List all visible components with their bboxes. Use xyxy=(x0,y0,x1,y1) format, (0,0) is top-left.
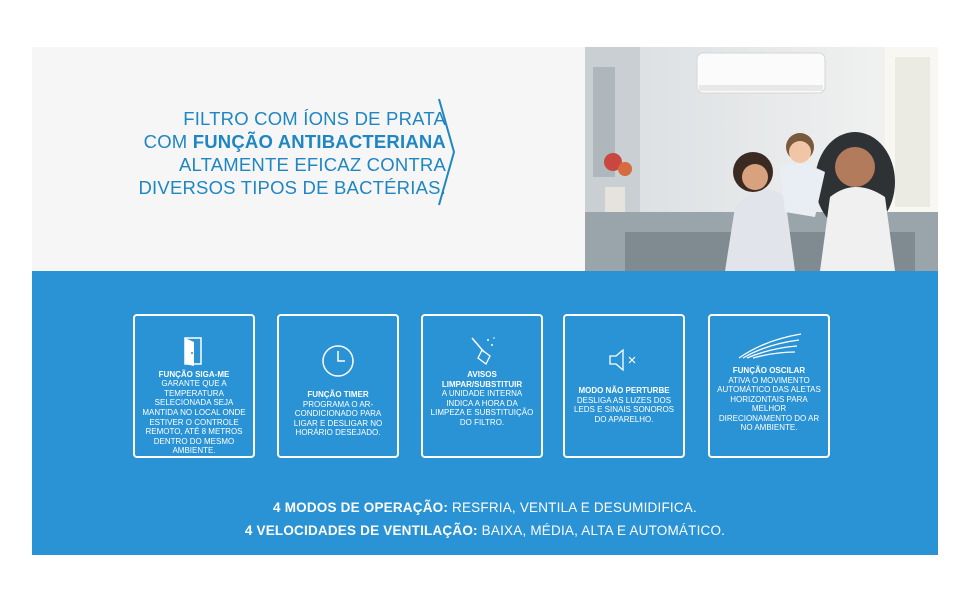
feature-desc: DESLIGA AS LUZES DOS LEDS E SINAIS SONOROS DO APARELHO. xyxy=(573,395,675,424)
modes-line-2-value: BAIXA, MÉDIA, ALTA E AUTOMÁTICO. xyxy=(477,523,726,538)
feature-card-siga-me xyxy=(133,314,255,458)
family-photo xyxy=(585,47,938,271)
feature-desc: A UNIDADE INTERNA INDICA A HORA DA LIMPEZA E SUBSTITUIÇÃO DO FILTRO. xyxy=(430,389,534,427)
headline xyxy=(132,107,446,199)
headline-line-4: DIVERSOS TIPOS DE BACTÉRIAS. xyxy=(138,177,446,198)
headline-line-2-prefix: COM xyxy=(143,131,193,152)
headline-line-1: FILTRO COM ÍONS DE PRATA xyxy=(183,108,446,129)
door-exit-icon xyxy=(182,316,206,366)
feature-card-oscilar xyxy=(708,314,830,458)
modes-line-2-label: 4 VELOCIDADES DE VENTILAÇÃO: xyxy=(244,523,478,538)
feature-card-timer xyxy=(277,314,399,458)
feature-desc: PROGRAMA O AR-CONDICIONADO PARA LIGAR E DESLIGAR NO HORÁRIO DESEJADO. xyxy=(293,399,383,438)
feature-title: MODO NÃO PERTURBE xyxy=(578,386,670,395)
hero-section xyxy=(32,47,938,271)
feature-title: FUNÇÃO OSCILAR xyxy=(732,366,806,375)
airflow-icon xyxy=(735,316,803,360)
clock-icon xyxy=(321,316,355,378)
speaker-mute-icon xyxy=(608,316,640,372)
modes-line-1 xyxy=(32,500,938,515)
features-band xyxy=(32,271,938,555)
feature-desc: GARANTE QUE A TEMPERATURA SELECIONADA SEJA MANTIDA NO LOCAL ONDE ESTIVER O CONTROLE REMOTO, ATÉ 8 METROS DENTRO DO MESMO AMBIENTE. xyxy=(142,379,246,456)
modes-line-2 xyxy=(32,523,938,538)
headline-line-2 xyxy=(132,130,446,153)
modes-line-1-value: RESFRIA, VENTILA E DESUMIDIFICA. xyxy=(448,500,697,515)
broom-icon xyxy=(466,316,498,366)
feature-card-avisos xyxy=(421,314,543,458)
chevron-right-icon xyxy=(437,97,457,207)
modes-line-1-label: 4 MODOS DE OPERAÇÃO: xyxy=(273,500,449,515)
headline-line-2-strong: FUNÇÃO ANTIBACTERIANA xyxy=(192,131,446,152)
feature-card-nao-perturbe xyxy=(563,314,685,458)
feature-desc: ATIVA O MOVIMENTO AUTOMÁTICO DAS ALETAS HORIZONTAIS PARA MELHOR DIRECIONAMENTO DO AR NO AMBIENTE. xyxy=(717,375,821,433)
feature-title: FUNÇÃO TIMER xyxy=(307,390,369,399)
headline-line-3: ALTAMENTE EFICAZ CONTRA xyxy=(178,154,446,175)
feature-title: AVISOS LIMPAR/SUBSTITUIR xyxy=(441,370,523,389)
feature-title: FUNÇÃO SIGA-ME xyxy=(158,369,230,379)
